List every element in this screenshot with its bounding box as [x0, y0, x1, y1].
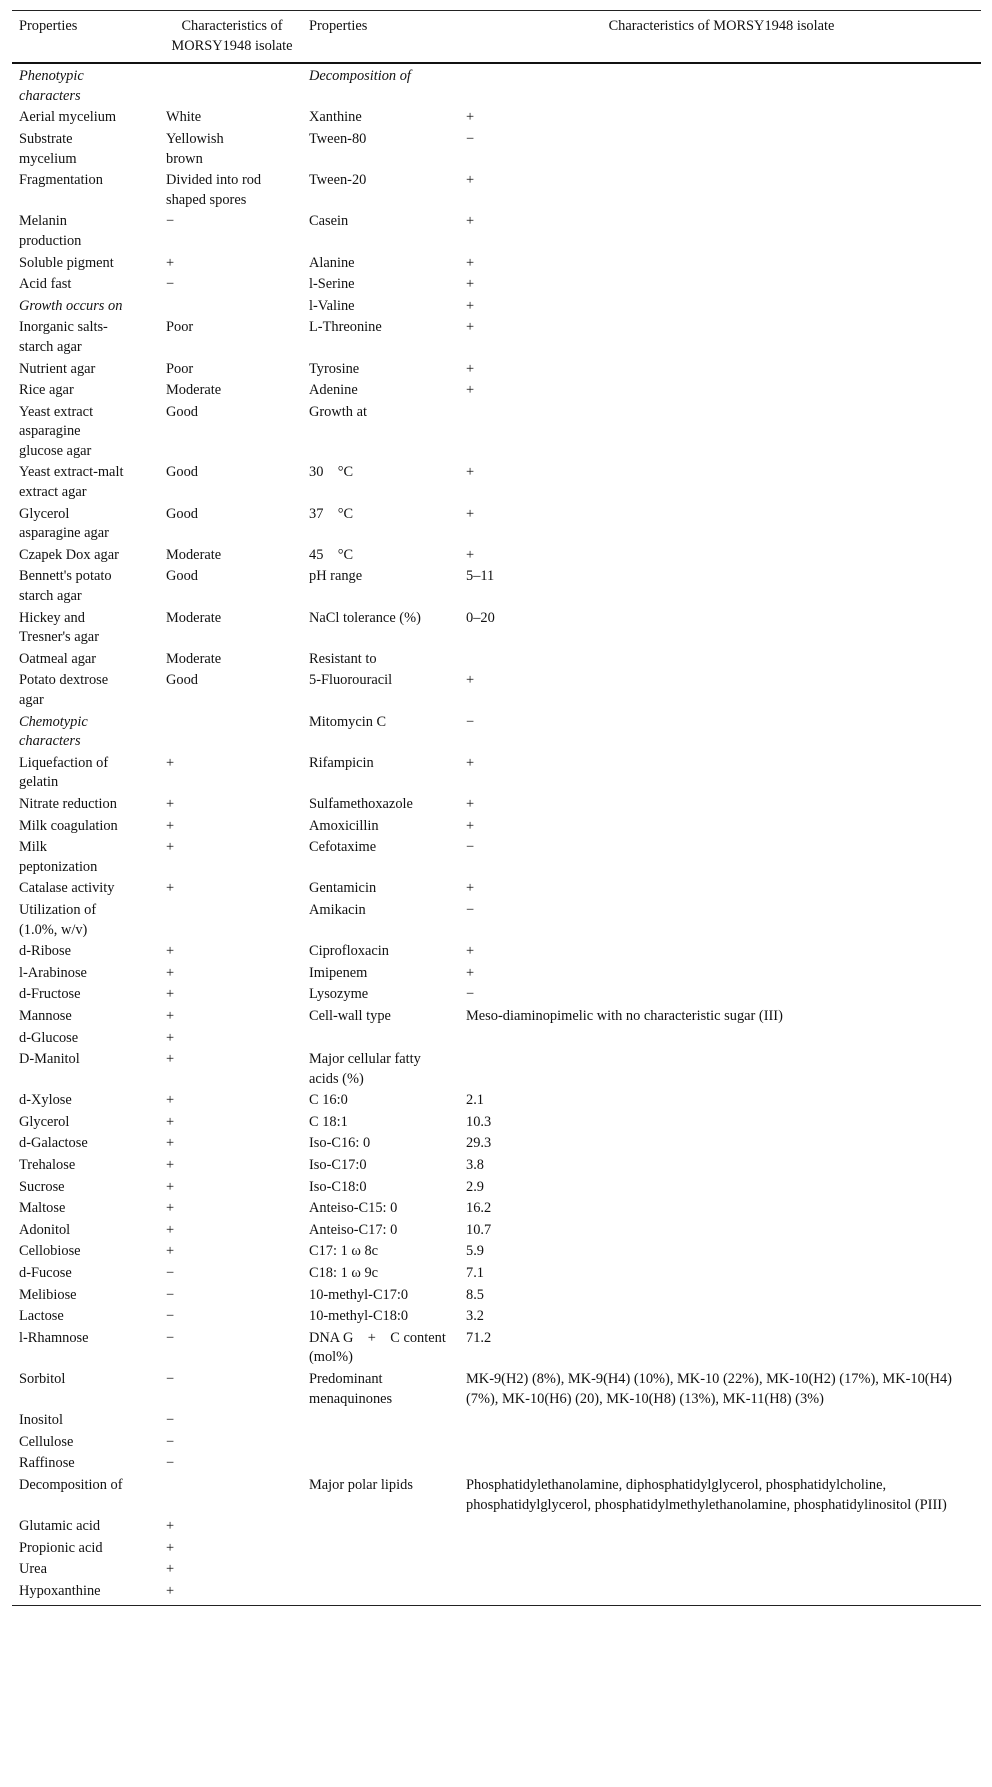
table-row	[12, 1028, 981, 1050]
property-cell: Trehalose	[19, 1157, 76, 1174]
characteristic-cell: +	[466, 464, 475, 481]
table-row	[12, 1516, 981, 1538]
property-cell: Propionic acid	[19, 1539, 103, 1556]
characteristic-cell: Moderate	[166, 382, 222, 399]
characteristic-cell: −	[466, 839, 475, 856]
characteristic-cell	[459, 1028, 981, 1050]
property-cell: 10-methyl-C17:0	[309, 1286, 409, 1303]
characteristic-cell: +	[166, 1582, 175, 1599]
property-cell	[302, 1410, 459, 1432]
table-row	[12, 1155, 981, 1177]
table-row	[12, 1559, 981, 1581]
characteristic-cell: −	[166, 1329, 175, 1346]
table-row	[12, 1133, 981, 1155]
characteristic-cell: +	[466, 943, 475, 960]
table-row	[12, 462, 981, 503]
table-row	[12, 253, 981, 275]
characteristic-cell: 3.8	[466, 1157, 484, 1174]
property-cell: Nitrate reduction	[19, 795, 117, 812]
characteristic-cell: 2.1	[466, 1092, 484, 1109]
property-cell: d-Xylose	[19, 1092, 72, 1109]
characteristic-cell: +	[466, 213, 475, 230]
table-row	[12, 878, 981, 900]
property-cell: Decomposition of	[19, 1476, 123, 1493]
property-cell: l-Arabinose	[19, 964, 87, 981]
table-row	[12, 359, 981, 381]
characteristic-cell	[459, 1538, 981, 1560]
characteristic-cell: +	[166, 1029, 175, 1046]
characteristic-cell: Phosphatidylethanolamine, diphosphatidylglycerol, phosphatidylcholine, phosphatidylglycerol, phosphatidylmethylethanolamine, phosphatidylinositol (PIII)	[466, 1476, 947, 1513]
characteristic-cell: 0–20	[466, 609, 495, 626]
property-cell: Major cellular fatty acids (%)	[309, 1051, 421, 1087]
characteristic-cell: +	[466, 254, 475, 271]
characteristic-cell	[459, 402, 981, 463]
property-cell: Amoxicillin	[309, 817, 379, 834]
property-cell: Imipenem	[309, 964, 368, 981]
property-cell: Yeast extract-malt extract agar	[19, 464, 124, 501]
property-cell: Milk coagulation	[19, 817, 118, 834]
property-cell	[302, 1453, 459, 1475]
characteristic-cell	[459, 1410, 981, 1432]
table-row	[12, 1432, 981, 1454]
characteristic-cell: +	[466, 382, 475, 399]
header-characteristics-1: Characteristics of MORSY1948 isolate	[171, 18, 293, 54]
characteristic-cell: 3.2	[466, 1308, 484, 1325]
characteristic-cell: 5.9	[466, 1243, 484, 1260]
characteristic-cell: −	[466, 901, 475, 918]
characteristic-cell: −	[166, 276, 175, 293]
property-cell: Potato dextrose agar	[19, 672, 109, 708]
characteristic-cell: +	[166, 1200, 175, 1217]
characteristic-cell: Poor	[166, 319, 194, 336]
characteristic-cell: +	[466, 172, 475, 189]
property-cell	[302, 1028, 459, 1050]
characteristic-cell: −	[166, 1286, 175, 1303]
table-row	[12, 317, 981, 358]
characteristic-cell: +	[166, 1561, 175, 1578]
property-cell: C 18:1	[309, 1113, 348, 1130]
property-cell: Mitomycin C	[309, 713, 387, 730]
property-cell: C18: 1 ω 9c	[309, 1265, 379, 1282]
property-cell: Ciprofloxacin	[309, 943, 389, 960]
property-cell: Alanine	[309, 254, 355, 271]
header-row	[12, 11, 981, 64]
table-row	[12, 274, 981, 296]
property-cell: Hickey and Tresner's agar	[19, 609, 99, 646]
property-cell: L-Threonine	[309, 319, 382, 336]
property-cell: Milk peptonization	[19, 839, 98, 875]
property-cell: Sucrose	[19, 1178, 65, 1195]
characteristic-cell: +	[166, 1221, 175, 1238]
property-cell: C 16:0	[309, 1092, 348, 1109]
characteristic-cell: −	[166, 1433, 175, 1450]
property-cell: l-Rhamnose	[19, 1329, 89, 1346]
property-cell: Nutrient agar	[19, 360, 96, 377]
property-cell: D-Manitol	[19, 1051, 80, 1068]
property-cell: d-Fucose	[19, 1265, 72, 1282]
property-cell: Anteiso-C15: 0	[309, 1200, 398, 1217]
characteristic-cell: 7.1	[466, 1265, 484, 1282]
table-row	[12, 170, 981, 211]
characteristics-table	[12, 10, 981, 1606]
characteristic-cell: +	[166, 817, 175, 834]
property-cell: Aerial mycelium	[19, 109, 117, 126]
property-cell: Yeast extract asparagine glucose agar	[19, 403, 94, 459]
characteristic-cell: +	[466, 276, 475, 293]
property-cell: Casein	[309, 213, 349, 230]
characteristic-cell: +	[466, 964, 475, 981]
characteristic-cell: Meso-diaminopimelic with no characteristic sugar (III)	[466, 1007, 783, 1024]
characteristic-cell	[459, 1432, 981, 1454]
property-cell	[302, 1538, 459, 1560]
property-cell: l-Serine	[309, 276, 355, 293]
property-cell: Iso-C18:0	[309, 1178, 367, 1195]
table-row	[12, 402, 981, 463]
characteristic-cell: −	[166, 1412, 175, 1429]
characteristic-cell: +	[466, 360, 475, 377]
characteristic-cell	[459, 1581, 981, 1605]
characteristic-cell: Divided into rod shaped spores	[166, 172, 262, 208]
characteristic-cell: 5–11	[466, 568, 495, 585]
characteristic-cell: +	[466, 880, 475, 897]
property-cell: Glutamic acid	[19, 1518, 101, 1535]
characteristic-cell: +	[166, 880, 175, 897]
property-cell: Adenine	[309, 382, 358, 399]
characteristic-cell: 10.7	[466, 1221, 492, 1238]
characteristic-cell	[459, 649, 981, 671]
property-cell: Maltose	[19, 1200, 66, 1217]
property-cell: Amikacin	[309, 901, 366, 918]
property-cell: Cellobiose	[19, 1243, 81, 1260]
property-cell: Melibiose	[19, 1286, 77, 1303]
property-cell: 37 °C	[309, 505, 354, 522]
characteristic-cell: Good	[166, 568, 198, 585]
property-cell: Gentamicin	[309, 880, 377, 897]
characteristic-cell: +	[166, 1113, 175, 1130]
table-row	[12, 837, 981, 878]
characteristic-cell: +	[466, 754, 475, 771]
table-row	[12, 211, 981, 252]
characteristic-cell: +	[166, 964, 175, 981]
table-row	[12, 900, 981, 941]
property-cell: l-Valine	[309, 297, 355, 314]
property-cell: Adonitol	[19, 1221, 71, 1238]
property-cell: Lactose	[19, 1308, 64, 1325]
table-row	[12, 1475, 981, 1516]
characteristic-cell: +	[166, 1157, 175, 1174]
table-row	[12, 1538, 981, 1560]
table-row	[12, 753, 981, 794]
header-characteristics-2: Characteristics of MORSY1948 isolate	[608, 18, 835, 34]
property-cell: Mannose	[19, 1007, 72, 1024]
characteristic-cell: −	[166, 1455, 175, 1472]
table-row	[12, 984, 981, 1006]
table-row	[12, 504, 981, 545]
characteristic-cell: 16.2	[466, 1200, 492, 1217]
table-row	[12, 941, 981, 963]
property-cell: Iso-C16: 0	[309, 1135, 371, 1152]
characteristic-cell: +	[166, 839, 175, 856]
property-cell: Sulfamethoxazole	[309, 795, 413, 812]
property-cell: Melanin production	[19, 213, 82, 249]
property-cell: Lysozyme	[309, 986, 369, 1003]
characteristic-cell	[159, 712, 302, 753]
table-row	[12, 670, 981, 711]
characteristic-cell: Good	[166, 403, 198, 420]
property-cell: Growth at	[309, 403, 367, 420]
characteristics-table-container	[12, 10, 981, 1606]
characteristic-cell: −	[166, 1308, 175, 1325]
characteristic-cell: +	[166, 1539, 175, 1556]
property-cell: DNA G + C content (mol%)	[309, 1329, 446, 1366]
table-row	[12, 63, 981, 107]
property-cell: C17: 1 ω 8c	[309, 1243, 379, 1260]
property-cell: Utilization of (1.0%, w/v)	[19, 901, 97, 938]
characteristic-cell: +	[466, 672, 475, 689]
property-cell: Cellulose	[19, 1433, 74, 1450]
characteristic-cell: Good	[166, 672, 198, 689]
characteristic-cell: Moderate	[166, 609, 222, 626]
table-row	[12, 963, 981, 985]
characteristic-cell: +	[466, 817, 475, 834]
table-row	[12, 1285, 981, 1307]
characteristic-cell: +	[466, 505, 475, 522]
property-cell: Anteiso-C17: 0	[309, 1221, 398, 1238]
property-cell	[302, 1432, 459, 1454]
property-cell: Oatmeal agar	[19, 650, 97, 667]
property-cell: pH range	[309, 568, 363, 585]
table-body	[12, 63, 981, 1605]
characteristic-cell: −	[466, 130, 475, 147]
property-cell: Bennett's potato starch agar	[19, 568, 112, 605]
property-cell: d-Ribose	[19, 943, 71, 960]
characteristic-cell: −	[166, 1371, 175, 1387]
table-row	[12, 129, 981, 170]
property-cell: Raffinose	[19, 1455, 75, 1472]
table-row	[12, 545, 981, 567]
property-cell: Iso-C17:0	[309, 1157, 367, 1174]
characteristic-cell: +	[166, 943, 175, 960]
property-cell: Catalase activity	[19, 880, 115, 897]
characteristic-cell: +	[166, 1135, 175, 1152]
property-cell: Urea	[19, 1561, 47, 1578]
characteristic-cell	[159, 1475, 302, 1516]
property-cell	[302, 1559, 459, 1581]
characteristic-cell: +	[466, 297, 475, 314]
table-row	[12, 794, 981, 816]
property-cell: 5-Fluorouracil	[309, 672, 393, 689]
characteristic-cell: +	[166, 1518, 175, 1535]
property-cell: Rifampicin	[309, 754, 374, 771]
table-row	[12, 1581, 981, 1605]
property-cell: Rice agar	[19, 382, 74, 399]
characteristic-cell	[459, 1559, 981, 1581]
characteristic-cell	[159, 296, 302, 318]
characteristic-cell: +	[166, 1243, 175, 1260]
property-cell: Resistant to	[309, 650, 377, 667]
characteristic-cell	[459, 63, 981, 107]
characteristic-cell: MK-9(H2) (8%), MK-9(H4) (10%), MK-10 (22%), MK-10(H2) (17%), MK-10(H4) (7%), MK-10(H6) (20), MK-10(H8) (13%), MK-11(H8) (3%)	[466, 1371, 952, 1407]
characteristic-cell: +	[166, 1092, 175, 1109]
table-row	[12, 1241, 981, 1263]
characteristic-cell: Moderate	[166, 650, 222, 667]
characteristic-cell: +	[166, 986, 175, 1003]
characteristic-cell: −	[466, 713, 475, 730]
property-cell: 10-methyl-C18:0	[309, 1308, 409, 1325]
property-cell: 30 °C	[309, 464, 354, 481]
property-cell: Tween-20	[309, 172, 367, 189]
table-row	[12, 1112, 981, 1134]
property-cell: Growth occurs on	[19, 297, 123, 314]
characteristic-cell: +	[166, 795, 175, 812]
characteristic-cell: Yellowish brown	[166, 130, 224, 167]
property-cell: Predominant menaquinones	[309, 1371, 393, 1407]
characteristic-cell: −	[166, 213, 175, 230]
table-row	[12, 1410, 981, 1432]
property-cell: Liquefaction of gelatin	[19, 754, 109, 791]
characteristic-cell	[459, 1516, 981, 1538]
property-cell: Decomposition of	[309, 68, 411, 85]
table-row	[12, 1090, 981, 1112]
property-cell: d-Glucose	[19, 1029, 79, 1046]
property-cell: Tween-80	[309, 130, 367, 147]
table-row	[12, 1006, 981, 1028]
property-cell: d-Fructose	[19, 986, 81, 1003]
characteristic-cell: +	[466, 109, 475, 126]
characteristic-cell: +	[466, 319, 475, 336]
characteristic-cell: Good	[166, 505, 198, 522]
header-properties-1: Properties	[19, 18, 78, 34]
table-row	[12, 1453, 981, 1475]
property-cell: Tyrosine	[309, 360, 360, 377]
characteristic-cell: +	[166, 254, 175, 271]
property-cell: 45 °C	[309, 546, 354, 563]
property-cell: Fragmentation	[19, 172, 103, 189]
characteristic-cell: +	[466, 546, 475, 563]
property-cell: Acid fast	[19, 276, 72, 293]
characteristic-cell: 10.3	[466, 1113, 492, 1130]
table-row	[12, 1263, 981, 1285]
property-cell: Xanthine	[309, 109, 362, 126]
table-header	[12, 11, 981, 64]
property-cell: Glycerol asparagine agar	[19, 505, 109, 542]
property-cell: Inositol	[19, 1412, 63, 1429]
characteristic-cell: +	[166, 1007, 175, 1024]
property-cell: Major polar lipids	[309, 1476, 413, 1493]
characteristic-cell: 8.5	[466, 1286, 484, 1303]
characteristic-cell: 2.9	[466, 1178, 484, 1195]
header-properties-2: Properties	[309, 18, 368, 34]
property-cell: d-Galactose	[19, 1135, 88, 1152]
table-row	[12, 380, 981, 402]
characteristic-cell: +	[166, 1051, 175, 1068]
property-cell: Czapek Dox agar	[19, 546, 119, 563]
property-cell	[302, 1516, 459, 1538]
property-cell: Glycerol	[19, 1113, 70, 1130]
table-row	[12, 1198, 981, 1220]
characteristic-cell	[159, 900, 302, 941]
property-cell: Hypoxanthine	[19, 1582, 101, 1599]
characteristic-cell: Good	[166, 464, 198, 481]
characteristic-cell: −	[466, 986, 475, 1003]
characteristic-cell: +	[166, 1178, 175, 1195]
property-cell: Cefotaxime	[309, 839, 377, 856]
characteristic-cell: 29.3	[466, 1135, 492, 1152]
characteristic-cell: Poor	[166, 360, 194, 377]
characteristic-cell: 71.2	[466, 1329, 492, 1346]
characteristic-cell: Moderate	[166, 546, 222, 563]
property-cell: Sorbitol	[19, 1371, 66, 1387]
property-cell: Substrate mycelium	[19, 130, 77, 167]
property-cell	[302, 1581, 459, 1605]
property-cell: Cell-wall type	[309, 1007, 391, 1024]
property-cell: Chemotypic characters	[19, 713, 88, 750]
table-row	[12, 1306, 981, 1328]
property-cell: Phenotypic characters	[19, 68, 84, 104]
table-row	[12, 1328, 981, 1369]
table-row	[12, 1369, 981, 1410]
table-row	[12, 1177, 981, 1199]
table-row	[12, 712, 981, 753]
table-row	[12, 608, 981, 649]
characteristic-cell	[459, 1049, 981, 1090]
property-cell: Inorganic salts-starch agar	[19, 319, 108, 355]
table-row	[12, 107, 981, 129]
table-row	[12, 1049, 981, 1090]
table-row	[12, 816, 981, 838]
characteristic-cell	[159, 63, 302, 107]
table-row	[12, 1220, 981, 1242]
characteristic-cell	[459, 1453, 981, 1475]
table-row	[12, 566, 981, 607]
characteristic-cell: +	[166, 754, 175, 771]
characteristic-cell: White	[166, 109, 202, 126]
property-cell: Soluble pigment	[19, 254, 114, 271]
property-cell: NaCl tolerance (%)	[309, 609, 421, 626]
table-row	[12, 649, 981, 671]
characteristic-cell: +	[466, 795, 475, 812]
characteristic-cell: −	[166, 1265, 175, 1282]
table-row	[12, 296, 981, 318]
